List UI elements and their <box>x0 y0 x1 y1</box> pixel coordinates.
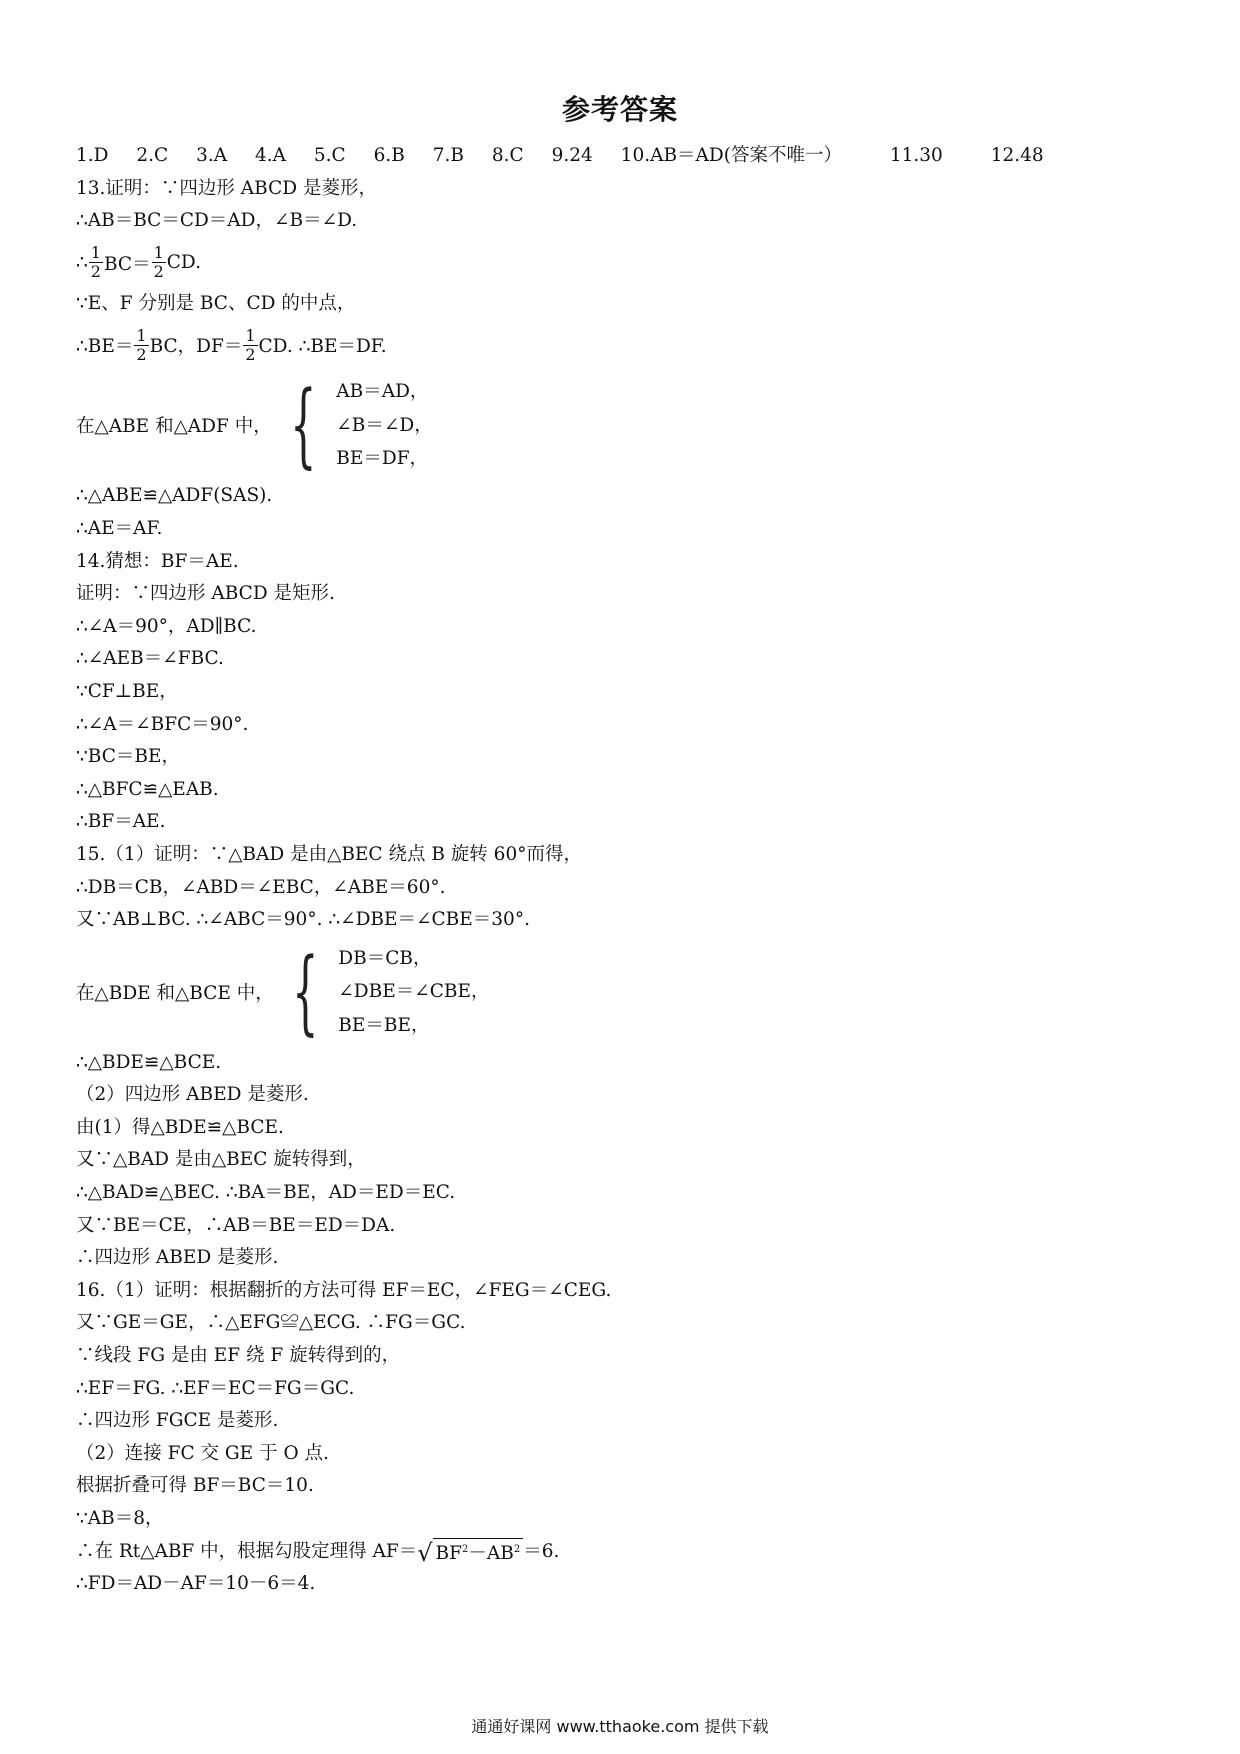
q13-text: CD. ∴BE＝DF. <box>258 336 387 358</box>
q14-line: ∴BF＝AE. <box>76 811 166 833</box>
radicand <box>433 1538 524 1565</box>
answer-1: 1.D <box>76 145 109 166</box>
q16-line: ∵AB＝8， <box>76 1508 164 1529</box>
q13-fraction-line-2 <box>76 320 1176 370</box>
q14-line: ∵BC＝BE， <box>76 746 180 768</box>
system-line: ∠B＝∠D， <box>336 414 433 436</box>
radicand-term: －AB <box>468 1543 514 1565</box>
q13-fraction-line-1 <box>76 238 1176 288</box>
fraction-half <box>89 244 103 281</box>
q15-line: 由(1）得△BDE≌△BCE. <box>76 1116 284 1138</box>
q16-text: ＝6. <box>523 1540 560 1562</box>
q13-equation-system <box>76 370 1176 480</box>
answer-11: 11.30 <box>889 145 943 166</box>
denominator: 2 <box>90 262 101 282</box>
q16-line: ∴四边形 FGCE 是菱形. <box>76 1410 279 1432</box>
q13-line-6: ∴△ABE≌△ADF(SAS). <box>76 485 273 507</box>
numerator: 1 <box>90 243 101 263</box>
q16-line: 又∵GE＝GE，∴△EFG≌△ECG. ∴FG＝GC. <box>76 1312 466 1334</box>
q16-line: 根据折叠可得 BF＝BC＝10. <box>76 1475 314 1497</box>
answer-9: 9.24 <box>551 145 593 166</box>
answer-10: 10.AB＝AD(答案不唯一） <box>620 145 842 166</box>
q15-line: 又∵AB⊥BC. ∴∠ABC＝90°. ∴∠DBE＝∠CBE＝30°. <box>76 909 530 931</box>
answer-8: 8.C <box>491 145 524 166</box>
denominator: 2 <box>136 344 147 364</box>
answer-2: 2.C <box>136 145 169 166</box>
exponent: 2 <box>513 1544 521 1556</box>
denominator: 2 <box>153 262 164 282</box>
q15-line: 又∵△BAD 是由△BEC 旋转得到， <box>76 1149 366 1171</box>
system-lines <box>336 375 432 475</box>
q15-line: ∴△BDE≌△BCE. <box>76 1051 222 1073</box>
q16-last-line: ∴FD＝AD－AF＝10－6＝4. <box>76 1573 316 1595</box>
page-title: 参考答案 <box>561 93 678 126</box>
fraction-half <box>243 327 257 364</box>
q15-line: （2）四边形 ABED 是菱形. <box>76 1084 309 1106</box>
q16-line: （2）连接 FC 交 GE 于 O 点. <box>76 1442 329 1464</box>
answer-3: 3.A <box>196 145 228 166</box>
fraction-half <box>152 244 166 281</box>
system-lines <box>338 942 489 1042</box>
system-line: BE＝DF， <box>336 448 429 470</box>
system-line: BE＝BE， <box>338 1014 430 1036</box>
q15-equation-system <box>76 937 1176 1047</box>
system-line: DB＝CB， <box>338 947 432 969</box>
q14-line: ∵CF⊥BE， <box>76 680 178 702</box>
radicand-term: BF <box>435 1543 462 1565</box>
radical-icon: √ <box>417 1539 433 1568</box>
answer-6: 6.B <box>373 145 405 166</box>
exponent: 2 <box>461 1544 469 1556</box>
numerator: 1 <box>136 325 147 345</box>
q13-line-7: ∴AE＝AF. <box>76 517 163 539</box>
q13-text: BC，DF＝ <box>149 336 243 358</box>
q14-line: ∴△BFC≌△EAB. <box>76 778 219 800</box>
q14-line: 14.猜想：BF＝AE. <box>76 550 239 572</box>
q13-text: BC＝ <box>103 253 151 275</box>
q15-line: ∴△BAD≌△BEC. ∴BA＝BE，AD＝ED＝EC. <box>76 1182 456 1204</box>
system-intro: 在△ABE 和△ADF 中， <box>76 416 272 438</box>
q13-therefore: ∴ <box>76 252 88 274</box>
q13-text: ∴BE＝ <box>76 336 134 358</box>
q16-text: ∴在 Rt△ABF 中，根据勾股定理得 AF＝ <box>76 1540 418 1562</box>
q13-line-2: ∴AB＝BC＝CD＝AD，∠B＝∠D. <box>76 210 358 232</box>
q15-line: 又∵BE＝CE，∴AB＝BE＝ED＝DA. <box>76 1214 396 1236</box>
q16-line: 16.（1）证明：根据翻折的方法可得 EF＝EC，∠FEG＝∠CEG. <box>76 1279 612 1301</box>
q16-sqrt-line <box>76 1536 1176 1569</box>
answer-4: 4.A <box>254 145 286 166</box>
denominator: 2 <box>245 344 256 364</box>
q13-line-4: ∵E、F 分别是 BC、CD 的中点， <box>76 292 356 314</box>
q14-line: 证明：∵四边形 ABCD 是矩形. <box>76 583 335 605</box>
left-brace-icon: { <box>291 937 319 1045</box>
q16-line: ∵线段 FG 是由 EF 绕 F 旋转得到的， <box>76 1345 401 1367</box>
choice-answers-row <box>76 140 1176 173</box>
q14-line: ∴∠A＝90°，AD∥BC. <box>76 615 257 637</box>
system-intro: 在△BDE 和△BCE 中， <box>76 982 274 1004</box>
q15-line: 15.（1）证明：∵△BAD 是由△BEC 绕点 B 旋转 60°而得， <box>76 843 582 865</box>
answer-7: 7.B <box>432 145 464 166</box>
q13-text: CD. <box>166 252 201 274</box>
q16-line: ∴EF＝FG. ∴EF＝EC＝FG＝GC. <box>76 1377 355 1399</box>
system-line: AB＝AD， <box>336 381 429 403</box>
answer-body <box>76 140 1176 1601</box>
q14-line: ∴∠AEB＝∠FBC. <box>76 648 224 670</box>
answer-5: 5.C <box>313 145 346 166</box>
system-line: ∠DBE＝∠CBE， <box>338 981 490 1003</box>
left-brace-icon: { <box>289 371 317 479</box>
q14-line: ∴∠A＝∠BFC＝90°. <box>76 713 249 735</box>
numerator: 1 <box>245 325 256 345</box>
q15-line: ∴四边形 ABED 是菱形. <box>76 1247 279 1269</box>
q15-line: ∴DB＝CB，∠ABD＝∠EBC，∠ABE＝60°. <box>76 876 446 898</box>
q13-line-1: 13.证明：∵四边形 ABCD 是菱形， <box>76 177 377 199</box>
square-root <box>417 1538 523 1568</box>
page-footer: 通通好课网 www.tthaoke.com 提供下载 <box>471 1717 769 1736</box>
numerator: 1 <box>153 243 164 263</box>
answer-12: 12.48 <box>990 145 1044 166</box>
fraction-half <box>134 327 148 364</box>
